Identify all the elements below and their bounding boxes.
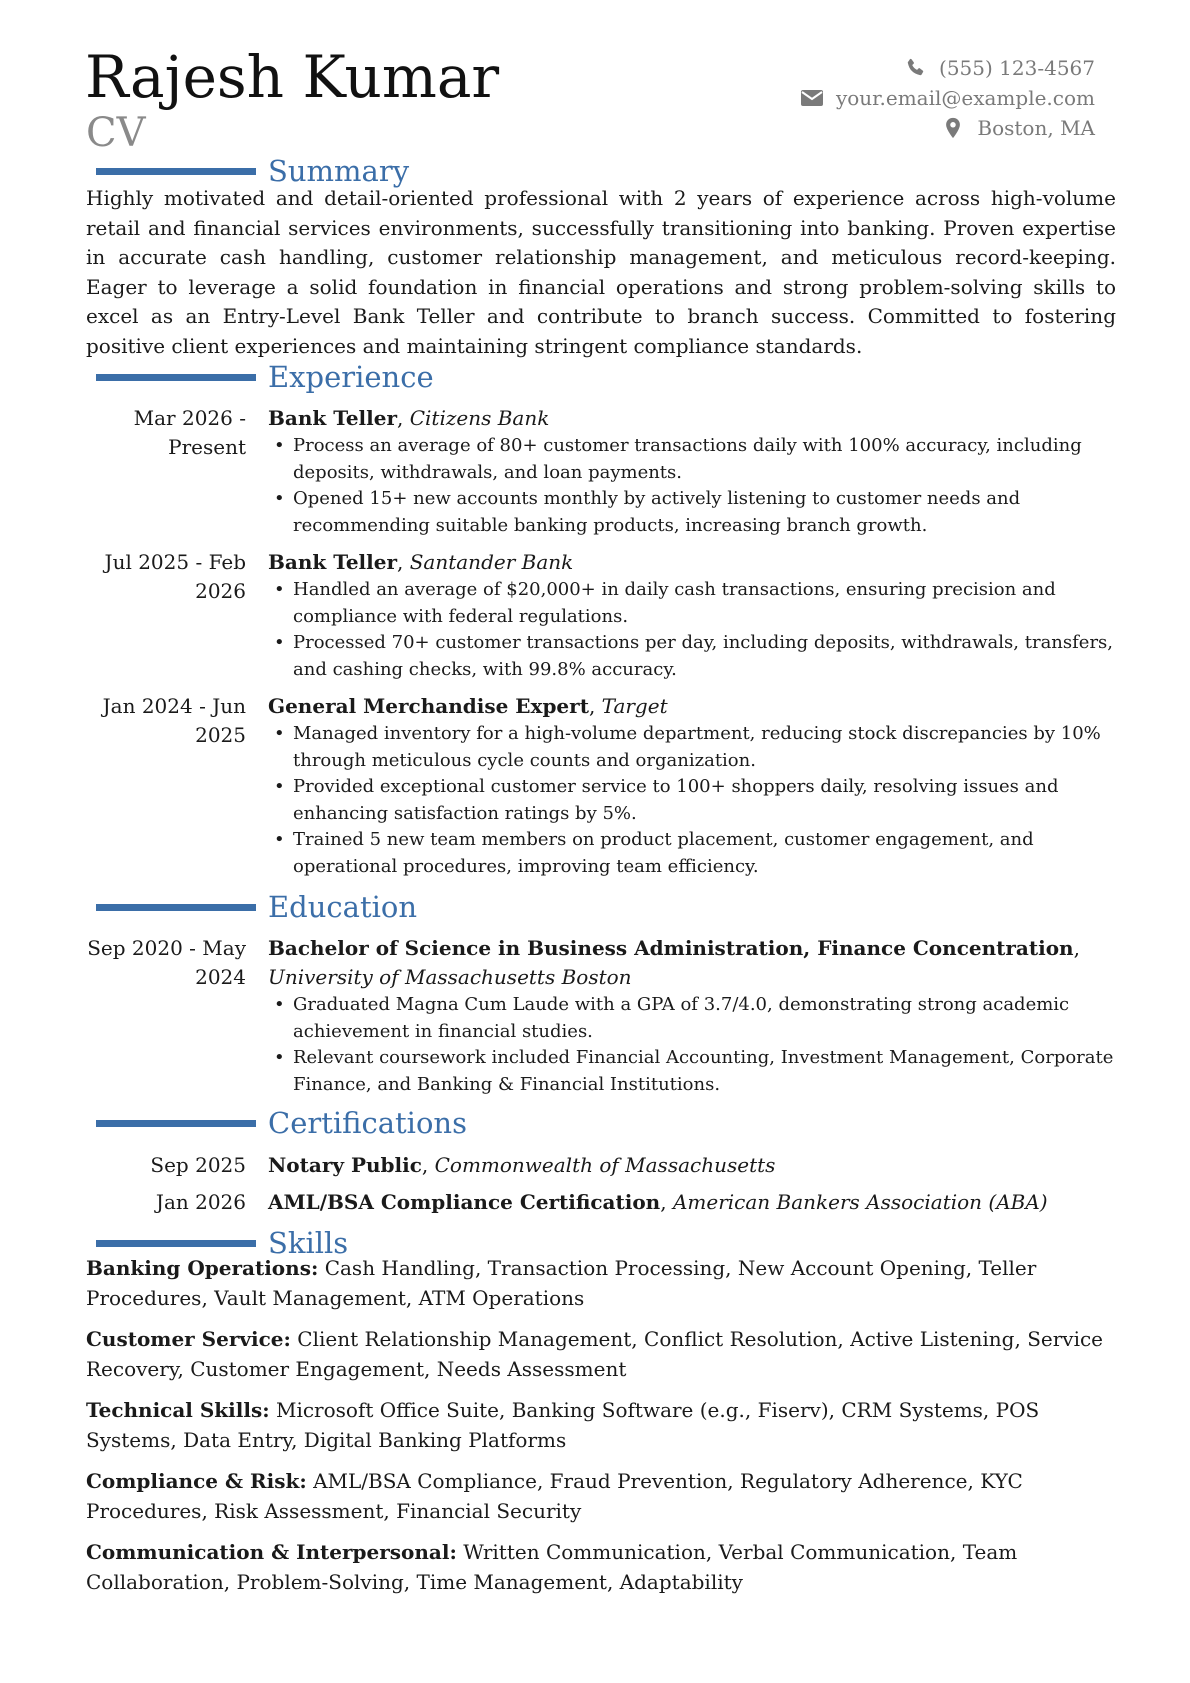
skills-list <box>86 1254 1116 1609</box>
entry-title: Bank Teller, Citizens Bank <box>268 406 550 430</box>
date-line: Sep 2020 - May <box>87 936 246 960</box>
contact-location <box>675 113 1095 143</box>
location-text: Boston, MA <box>977 116 1095 140</box>
certification-issuer: American Bankers Association (ABA) <box>672 1190 1048 1214</box>
skill-group-label: Customer Service: <box>86 1327 291 1351</box>
bullet-item: • Managed inventory for a high-volume department, reducing stock discrepancies by 10% through meticulous cycle counts and organization. <box>268 721 1116 774</box>
section-rule <box>96 374 256 381</box>
job-title: General Merchandise Expert <box>268 694 589 718</box>
skill-group <box>86 1254 1116 1313</box>
entry-body <box>268 934 1116 1098</box>
entry-date <box>86 934 246 992</box>
degree: Bachelor of Science in Business Administration, Finance Concentration <box>268 936 1074 960</box>
entry-title: AML/BSA Compliance Certification, American Bankers Association (ABA) <box>268 1190 1048 1214</box>
date-line: 2026 <box>195 579 246 603</box>
skill-group-label: Compliance & Risk: <box>86 1469 307 1493</box>
section-title: Certifications <box>268 1106 467 1140</box>
bullet-item: • Processed 70+ customer transactions per day, including deposits, withdrawals, transfers, and cashing checks, with 99.8% accuracy. <box>268 630 1116 683</box>
section-title: Summary <box>268 154 410 188</box>
section-rule <box>96 1120 256 1127</box>
job-title: Bank Teller <box>268 550 397 574</box>
entry-body <box>268 1188 1116 1217</box>
date-line: Jan 2024 - Jun <box>102 694 246 718</box>
date-line: 2024 <box>195 965 246 989</box>
bullet-item: • Graduated Magna Cum Laude with a GPA of 3.7/4.0, demonstrating strong academic achievement in financial studies. <box>268 992 1116 1045</box>
date-line: Jul 2025 - Feb <box>104 550 246 574</box>
skill-group <box>86 1467 1116 1526</box>
date-line: Mar 2026 - <box>133 406 246 430</box>
bullet-item: • Handled an average of $20,000+ in daily cash transactions, ensuring precision and compliance with federal regulations. <box>268 577 1116 630</box>
entry-date: Sep 2025 <box>150 1153 246 1177</box>
entry-title: Bachelor of Science in Business Administration, Finance Concentration, <box>268 936 1080 960</box>
entry-date <box>86 404 246 462</box>
date-line: Present <box>168 435 246 459</box>
bullet-list <box>268 721 1116 880</box>
employer: Target <box>601 694 668 718</box>
skill-group <box>86 1396 1116 1455</box>
phone-icon <box>903 57 927 79</box>
skill-group-label: Technical Skills: <box>86 1398 270 1422</box>
certification-name: AML/BSA Compliance Certification <box>268 1190 661 1214</box>
email-address[interactable]: your.email@example.com <box>835 86 1095 110</box>
skill-group <box>86 1325 1116 1384</box>
bullet-item: • Relevant coursework included Financial Accounting, Investment Management, Corporate Finance, and Banking & Financial Institutions. <box>268 1045 1116 1098</box>
school: University of Massachusetts Boston <box>268 965 632 989</box>
skill-group-items: Client Relationship Management, Conflict Resolution, Active Listening, Service Recovery, Customer Engagement, Needs Assessment <box>86 1327 1104 1381</box>
certification-issuer: Commonwealth of Massachusetts <box>434 1153 776 1177</box>
bullet-list <box>268 992 1116 1098</box>
job-title: Bank Teller <box>268 406 397 430</box>
entry-date: Jan 2026 <box>155 1190 246 1214</box>
section-title: Education <box>268 890 418 924</box>
contact-block <box>675 53 1095 143</box>
skill-group-items: Microsoft Office Suite, Banking Software (e.g., Fiserv), CRM Systems, POS Systems, Data Entry, Digital Banking Platforms <box>86 1398 1040 1452</box>
section-rule <box>96 904 256 911</box>
contact-phone <box>675 53 1095 83</box>
envelope-icon <box>800 87 824 109</box>
section-title: Experience <box>268 360 434 394</box>
skill-group-label: Banking Operations: <box>86 1256 319 1280</box>
bullet-item: • Process an average of 80+ customer transactions daily with 100% accuracy, including deposits, withdrawals, and loan payments. <box>268 433 1116 486</box>
skill-group-label: Communication & Interpersonal: <box>86 1540 457 1564</box>
employer: Santander Bank <box>409 550 574 574</box>
section-heading-experience <box>96 358 434 396</box>
section-title: Skills <box>268 1226 349 1260</box>
bullet-item: • Opened 15+ new accounts monthly by actively listening to customer needs and recommending suitable banking products, increasing branch growth. <box>268 486 1116 539</box>
bullet-list <box>268 433 1116 539</box>
entry-title: Notary Public, Commonwealth of Massachusetts <box>268 1153 776 1177</box>
skill-group-items: AML/BSA Compliance, Fraud Prevention, Regulatory Adherence, KYC Procedures, Risk Assessment, Financial Security <box>86 1469 1023 1523</box>
employer: Citizens Bank <box>409 406 550 430</box>
entry-date <box>86 692 246 750</box>
skill-group-items: Written Communication, Verbal Communication, Team Collaboration, Problem-Solving, Time Management, Adaptability <box>86 1540 1018 1594</box>
map-pin-icon <box>941 117 965 139</box>
phone-number[interactable]: (555) 123-4567 <box>939 56 1095 80</box>
document-subtitle: CV <box>86 110 146 156</box>
entry-body <box>268 404 1116 539</box>
section-heading-education <box>96 888 417 926</box>
contact-email <box>675 83 1095 113</box>
bullet-list <box>268 577 1116 683</box>
section-rule <box>96 168 256 175</box>
bullet-item: • Provided exceptional customer service to 100+ shoppers daily, resolving issues and enhancing satisfaction ratings by 5%. <box>268 774 1116 827</box>
date-line: 2025 <box>195 723 246 747</box>
entry-body <box>268 692 1116 880</box>
certification-name: Notary Public <box>268 1153 422 1177</box>
summary-text: Highly motivated and detail-oriented professional with 2 years of experience across high-volume retail and financial services environments, successfully transitioning into banking. Proven expertise in accurate cash handling, customer relationship management, and meticulous record-keeping. Eager to leverage a solid foundation in financial operations and strong problem-solving skills to excel as an Entry-Level Bank Teller and contribute to branch success. Committed to fostering positive client experiences and maintaining stringent compliance standards. <box>86 186 1116 358</box>
entry-body <box>268 548 1116 683</box>
entry-title: General Merchandise Expert, Target <box>268 694 668 718</box>
entry-title: Bank Teller, Santander Bank <box>268 550 574 574</box>
bullet-item: • Trained 5 new team members on product placement, customer engagement, and operational procedures, improving team efficiency. <box>268 827 1116 880</box>
candidate-name: Rajesh Kumar <box>85 43 500 111</box>
entry-body <box>268 1151 1116 1180</box>
section-rule <box>96 1240 256 1247</box>
entry-date <box>86 548 246 606</box>
section-heading-certifications <box>96 1104 467 1142</box>
skill-group <box>86 1538 1116 1597</box>
skill-group-items: Cash Handling, Transaction Processing, New Account Opening, Teller Procedures, Vault Management, ATM Operations <box>86 1256 1037 1310</box>
